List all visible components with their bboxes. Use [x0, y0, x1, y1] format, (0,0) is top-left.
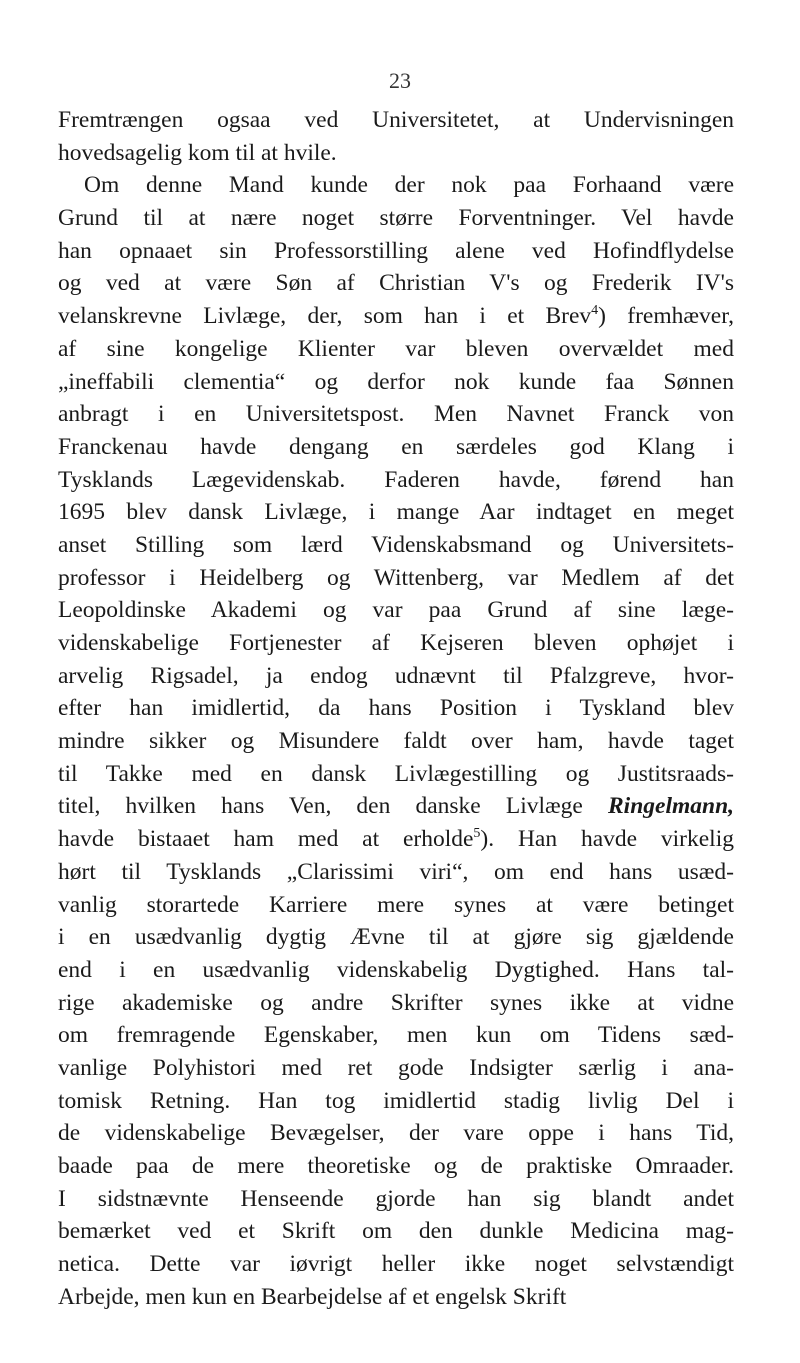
text-segment: ). Han havde virkelig: [480, 826, 734, 853]
text-line: arvelig Rigsadel, ja endog udnævnt til Pfalzgreve, hvor-: [58, 662, 734, 689]
text-segment: velanskrevne Livlæge, der, som han i et Brev: [58, 303, 592, 330]
text-line: af sine kongelige Klienter var bleven overvældet med: [58, 335, 734, 362]
footnote-ref: 4: [591, 303, 599, 319]
text-line: Arbejde, men kun en Bearbejdelse af et engelsk Skrift: [58, 1283, 567, 1310]
text-line: vanlig storartede Karriere mere synes at være betinget: [58, 891, 734, 918]
text-line: vanlige Polyhistori med ret gode Indsigter særlig i ana-: [58, 1054, 734, 1081]
text-line: hørt til Tysklands „Clarissimi viri“, om end hans usæd-: [58, 858, 734, 885]
body-text: [58, 104, 734, 1313]
text-line: I sidstnævnte Henseende gjorde han sig blandt andet: [58, 1185, 734, 1212]
text-line: Tysklands Lægevidenskab. Faderen havde, førend han: [58, 466, 734, 493]
text-line: rige akademiske og andre Skrifter synes ikke at vidne: [58, 989, 734, 1016]
text-line-with-name: [58, 790, 734, 823]
text-segment: havde bistaaet ham med at erholde: [58, 826, 474, 853]
text-line: om fremragende Egenskaber, men kun om Tidens sæd-: [58, 1022, 734, 1049]
text-line-with-footnote: [58, 300, 734, 333]
text-line: Franckenau havde dengang en særdeles god Klang i: [58, 433, 734, 460]
page-number: 23: [389, 68, 411, 93]
text-line: Grund til at nære noget større Forventninger. Vel havde: [58, 205, 734, 232]
footnote-ref: 5: [473, 826, 481, 842]
text-line: hovedsagelig kom til at hvile.: [58, 139, 337, 166]
text-line: i en usædvanlig dygtig Ævne til at gjøre sig gjældende: [58, 924, 734, 951]
text-line: baade paa de mere theoretiske og de praktiske Omraader.: [58, 1153, 734, 1179]
text-line: professor i Heidelberg og Wittenberg, var Medlem af det: [58, 564, 734, 591]
text-segment: ) fremhæver,: [598, 303, 735, 330]
text-line: netica. Dette var iøvrigt heller ikke noget selvstændigt: [58, 1251, 734, 1278]
text-line: end i en usædvanlig videnskabelig Dygtighed. Hans tal-: [58, 956, 734, 983]
person-name: Ringelmann,: [607, 793, 735, 820]
text-line: 1695 blev dansk Livlæge, i mange Aar indtaget en meget: [58, 499, 734, 526]
text-segment: titel, hvilken hans Ven, den danske Livlæge: [58, 793, 583, 820]
text-line: efter han imidlertid, da hans Position i Tyskland blev: [58, 695, 734, 722]
text-line: Om denne Mand kunde der nok paa Forhaand være: [84, 172, 734, 199]
text-line: Leopoldinske Akademi og var paa Grund af sine læge-: [58, 597, 734, 624]
text-line: mindre sikker og Misundere faldt over ham, havde taget: [58, 728, 734, 755]
text-line: anbragt i en Universitetspost. Men Navnet Franck von: [58, 401, 734, 428]
text-line: videnskabelige Fortjenester af Kejseren bleven ophøjet i: [58, 630, 734, 656]
text-line: de videnskabelige Bevægelser, der vare oppe i hans Tid,: [58, 1120, 734, 1147]
text-line: han opnaaet sin Professorstilling alene ved Hofindflydelse: [58, 237, 734, 264]
text-line: anset Stilling som lærd Videnskabsmand og Universitets-: [58, 531, 734, 558]
text-line: Fremtrængen ogsaa ved Universitetet, at Undervisningen: [58, 107, 734, 133]
text-line: til Takke med en dansk Livlægestilling og Justitsraads-: [58, 760, 734, 787]
text-line: bemærket ved et Skrift om den dunkle Medicina mag-: [58, 1218, 734, 1245]
text-line: „ineffabili clementia“ og derfor nok kunde faa Sønnen: [58, 368, 734, 395]
text-line-with-footnote: [58, 823, 734, 856]
text-line: tomisk Retning. Han tog imidlertid stadig livlig Del i: [58, 1087, 734, 1114]
text-line: og ved at være Søn af Christian V's og Frederik IV's: [58, 270, 734, 297]
